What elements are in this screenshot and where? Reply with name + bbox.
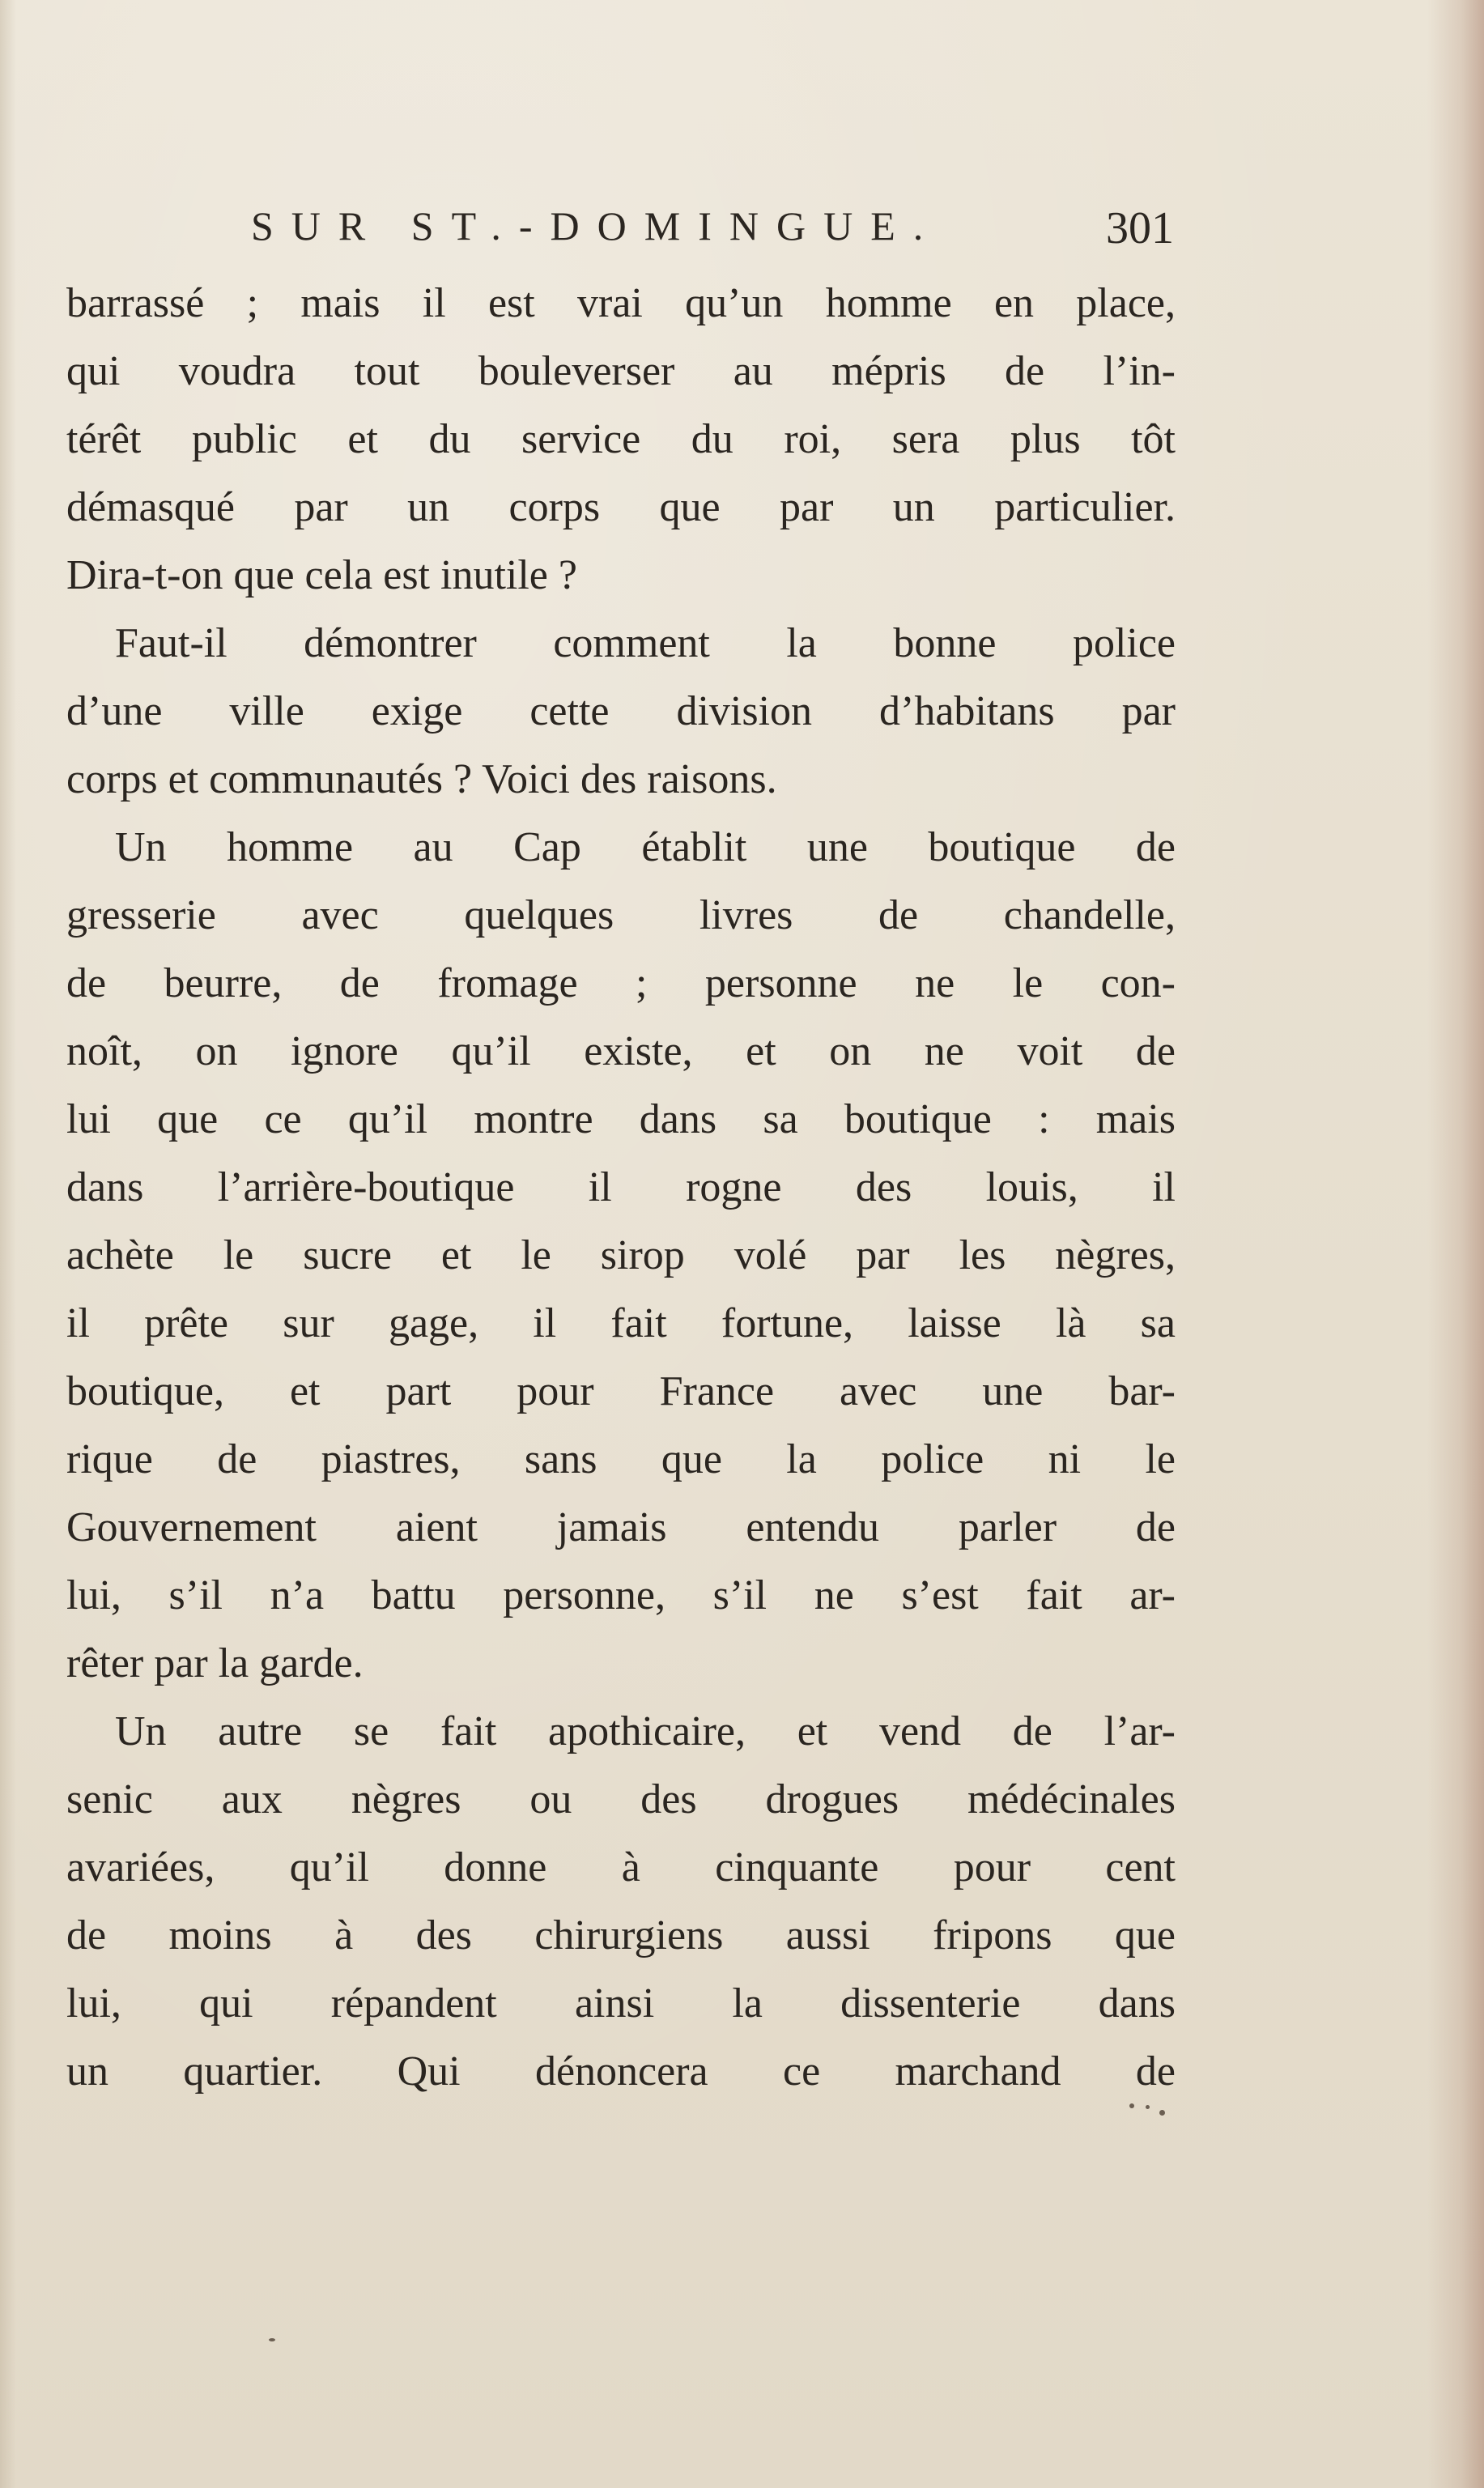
page-header <box>77 202 1174 267</box>
paper-speck <box>269 2338 275 2341</box>
text-line: rêter par la garde. <box>66 1640 364 1686</box>
text-line: lui, s’il n’a battu personne, s’il ne s’est fait ar- <box>66 1572 1176 1618</box>
text-line: il prête sur gage, il fait fortune, laisse là sa <box>66 1300 1176 1346</box>
text-line: de beurre, de fromage ; personne ne le con- <box>66 960 1176 1006</box>
text-line: lui que ce qu’il montre dans sa boutique : mais <box>66 1096 1176 1142</box>
text-line: gresserie avec quelques livres de chandelle, <box>66 892 1176 938</box>
text-line: qui voudra tout bouleverser au mépris de l’in- <box>66 348 1176 394</box>
page-shadow-left <box>0 0 16 2488</box>
text-line: térêt public et du service du roi, sera plus tôt <box>66 416 1176 462</box>
page-edge-stain <box>1427 0 1484 2488</box>
text-line: noît, on ignore qu’il existe, et on ne voit de <box>66 1028 1176 1074</box>
text-line: Dira-t-on que cela est inutile ? <box>66 552 577 598</box>
text-line: de moins à des chirurgiens aussi fripons que <box>66 1912 1176 1959</box>
text-line: senic aux nègres ou des drogues médécinales <box>66 1776 1176 1822</box>
text-line: d’une ville exige cette division d’habitans par <box>66 688 1176 734</box>
text-line: corps et communautés ? Voici des raisons. <box>66 756 777 802</box>
text-line: Un homme au Cap établit une boutique de <box>115 824 1176 870</box>
paper-speck <box>1159 2110 1165 2116</box>
page-number: 301 <box>1106 203 1174 253</box>
text-line: Gouvernement aient jamais entendu parler de <box>66 1504 1176 1550</box>
text-line: Un autre se fait apothicaire, et vend de l’ar- <box>115 1708 1176 1754</box>
text-line: Faut-il démontrer comment la bonne police <box>115 620 1176 666</box>
text-line: rique de piastres, sans que la police ni le <box>66 1436 1176 1482</box>
text-line: dans l’arrière-boutique il rogne des louis, il <box>66 1164 1176 1210</box>
text-line: achète le sucre et le sirop volé par les nègres, <box>66 1232 1176 1278</box>
body-text <box>66 270 1176 2106</box>
text-line: boutique, et part pour France avec une bar- <box>66 1368 1176 1414</box>
text-line: démasqué par un corps que par un particulier. <box>66 484 1176 530</box>
text-line: avariées, qu’il donne à cinquante pour cent <box>66 1844 1176 1890</box>
text-line: un quartier. Qui dénoncera ce marchand de <box>66 2048 1176 2095</box>
text-line: barrassé ; mais il est vrai qu’un homme en place, <box>66 280 1176 326</box>
paper-speck <box>1129 2103 1134 2108</box>
paper-speck <box>1146 2105 1150 2109</box>
running-head: SUR ST.-DOMINGUE. <box>251 203 942 249</box>
text-line: lui, qui répandent ainsi la dissenterie dans <box>66 1980 1176 2027</box>
